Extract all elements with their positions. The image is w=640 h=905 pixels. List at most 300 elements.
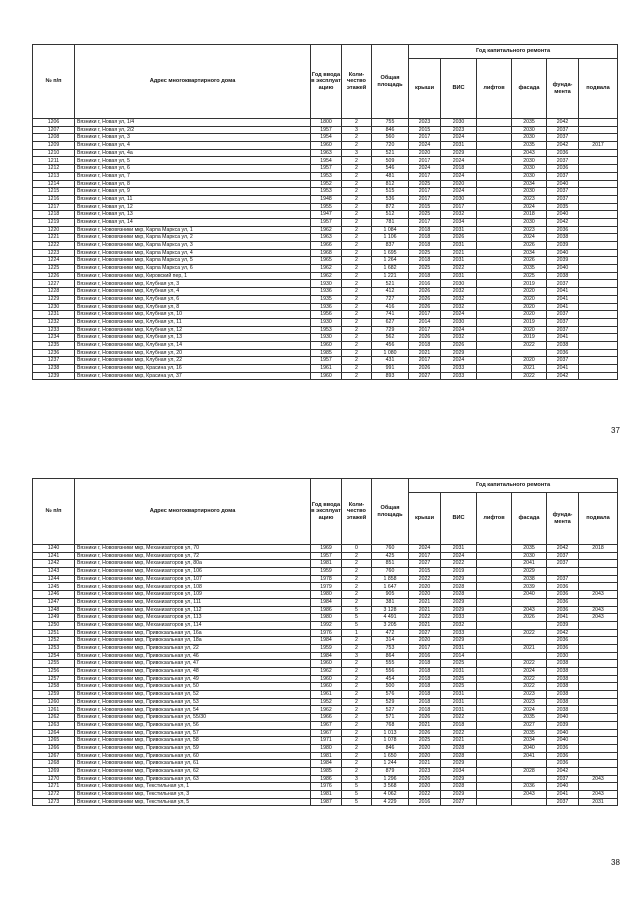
cell-basement [579, 583, 618, 591]
cell-elevator [477, 295, 512, 303]
cell-basement: 2043 [579, 591, 618, 599]
cell-year-built: 1966 [311, 242, 342, 250]
cell-elevator [477, 165, 512, 173]
table-row [33, 165, 618, 173]
cell-vis: 2031 [441, 142, 477, 150]
cell-vis: 2022 [441, 714, 477, 722]
cell-elevator [477, 326, 512, 334]
cell-address: Вязники г, Нововязники мкр, Механизаторов ул, 80а [75, 560, 311, 568]
cell-year-built: 1957 [311, 218, 342, 226]
cell-facade: 2021 [512, 644, 547, 652]
cell-foundation: 2040 [547, 737, 579, 745]
cell-facade [512, 775, 547, 783]
cell-facade: 2038 [512, 575, 547, 583]
cell-area: 431 [372, 357, 409, 365]
cell-vis: 2029 [441, 149, 477, 157]
cell-year-built: 1962 [311, 265, 342, 273]
cell-basement [579, 698, 618, 706]
cell-number: 1245 [33, 583, 75, 591]
cell-number: 1260 [33, 698, 75, 706]
cell-vis: 2032 [441, 303, 477, 311]
cell-roof: 2027 [409, 629, 441, 637]
cell-year-built: 1980 [311, 744, 342, 752]
cell-elevator [477, 272, 512, 280]
cell-foundation [547, 568, 579, 576]
cell-area: 556 [372, 668, 409, 676]
cell-number: 1239 [33, 372, 75, 380]
cell-vis: 2028 [441, 591, 477, 599]
cell-facade: 2019 [512, 318, 547, 326]
cell-year-built: 1967 [311, 721, 342, 729]
cell-roof: 2017 [409, 357, 441, 365]
cell-foundation: 2040 [547, 211, 579, 219]
cell-facade: 2024 [512, 706, 547, 714]
cell-facade: 2039 [512, 583, 547, 591]
cell-area: 1 080 [372, 349, 409, 357]
cell-address: Вязники г, Нововязники мкр, Привокзальная ул, 57 [75, 729, 311, 737]
cell-foundation: 2036 [547, 165, 579, 173]
cell-vis: 2031 [441, 706, 477, 714]
cell-number: 1230 [33, 303, 75, 311]
cell-number: 1234 [33, 334, 75, 342]
cell-area: 1 264 [372, 257, 409, 265]
cell-floors: 2 [342, 752, 372, 760]
cell-foundation: 2037 [547, 126, 579, 134]
cell-foundation: 2037 [547, 798, 579, 806]
cell-foundation: 2041 [547, 288, 579, 296]
cell-area: 555 [372, 660, 409, 668]
table-row [33, 211, 618, 219]
cell-area: 512 [372, 211, 409, 219]
cell-floors: 3 [342, 126, 372, 134]
cell-foundation: 2037 [547, 560, 579, 568]
header-elevator: лифтов [477, 493, 512, 545]
cell-roof: 2026 [409, 714, 441, 722]
cell-foundation: 2035 [547, 203, 579, 211]
header-address: Адрес многоквартирного дома [75, 45, 311, 119]
cell-facade: 2020 [512, 326, 547, 334]
cell-number: 1270 [33, 775, 75, 783]
cell-address: Вязники г, Нововязники мкр, Привокзальная ул, 53 [75, 698, 311, 706]
cell-elevator [477, 211, 512, 219]
cell-area: 546 [372, 165, 409, 173]
cell-floors: 2 [342, 760, 372, 768]
cell-vis: 2029 [441, 606, 477, 614]
cell-number: 1216 [33, 195, 75, 203]
cell-roof: 2017 [409, 188, 441, 196]
cell-floors: 2 [342, 288, 372, 296]
cell-number: 1246 [33, 591, 75, 599]
cell-year-built: 1930 [311, 334, 342, 342]
cell-address: Вязники г, Нововязники мкр, Красина ул, 37 [75, 372, 311, 380]
header-foundation: фунда-мента [547, 493, 579, 545]
cell-facade: 2030 [512, 188, 547, 196]
cell-facade: 2034 [512, 180, 547, 188]
cell-floors: 2 [342, 644, 372, 652]
cell-elevator [477, 691, 512, 699]
cell-year-built: 1979 [311, 583, 342, 591]
cell-elevator [477, 341, 512, 349]
cell-area: 425 [372, 552, 409, 560]
cell-foundation: 2037 [547, 552, 579, 560]
cell-number: 1244 [33, 575, 75, 583]
cell-foundation: 2036 [547, 752, 579, 760]
cell-number: 1229 [33, 295, 75, 303]
cell-vis: 2026 [441, 234, 477, 242]
cell-floors: 2 [342, 714, 372, 722]
cell-foundation: 2036 [547, 606, 579, 614]
cell-area: 536 [372, 195, 409, 203]
cell-elevator [477, 372, 512, 380]
cell-facade: 2026 [512, 614, 547, 622]
cell-vis: 2031 [441, 257, 477, 265]
cell-basement [579, 737, 618, 745]
cell-year-built: 1954 [311, 134, 342, 142]
header-vis: ВИС [441, 59, 477, 119]
cell-facade: 2022 [512, 683, 547, 691]
cell-basement [579, 226, 618, 234]
header-floors: Коли-чество этажей [342, 479, 372, 545]
cell-year-built: 1962 [311, 226, 342, 234]
cell-year-built: 1963 [311, 149, 342, 157]
cell-roof: 2027 [409, 372, 441, 380]
cell-foundation: 2037 [547, 575, 579, 583]
cell-elevator [477, 606, 512, 614]
cell-elevator [477, 119, 512, 127]
cell-basement [579, 203, 618, 211]
cell-foundation: 2030 [547, 652, 579, 660]
cell-number: 1214 [33, 180, 75, 188]
cell-area: 416 [372, 303, 409, 311]
cell-address: Вязники г, Нововязники мкр, Привокзальная ул, 22 [75, 644, 311, 652]
cell-facade: 2025 [512, 272, 547, 280]
cell-elevator [477, 637, 512, 645]
header-basement: подвала [579, 493, 618, 545]
cell-vis: 2024 [441, 357, 477, 365]
cell-basement [579, 195, 618, 203]
cell-number: 1252 [33, 637, 75, 645]
cell-foundation: 2037 [547, 157, 579, 165]
header-repair-group: Год капитального ремонта [409, 45, 618, 59]
cell-number: 1238 [33, 365, 75, 373]
cell-roof: 2017 [409, 326, 441, 334]
cell-roof: 2018 [409, 698, 441, 706]
cell-facade: 2020 [512, 303, 547, 311]
table-row [33, 545, 618, 553]
cell-year-built: 1992 [311, 621, 342, 629]
cell-number: 1220 [33, 226, 75, 234]
cell-facade: 2023 [512, 226, 547, 234]
cell-basement [579, 714, 618, 722]
cell-number: 1259 [33, 691, 75, 699]
cell-floors: 2 [342, 552, 372, 560]
cell-address: Вязники г, Новая ул, 6 [75, 165, 311, 173]
cell-vis: 2019 [441, 568, 477, 576]
cell-foundation: 2036 [547, 226, 579, 234]
table-row [33, 575, 618, 583]
cell-basement [579, 660, 618, 668]
cell-number: 1225 [33, 265, 75, 273]
cell-vis: 2031 [441, 644, 477, 652]
cell-elevator [477, 318, 512, 326]
cell-basement [579, 752, 618, 760]
cell-basement: 2043 [579, 775, 618, 783]
cell-number: 1271 [33, 783, 75, 791]
table-row [33, 752, 618, 760]
cell-address: Вязники г, Нововязники мкр, Механизаторов ул, 113 [75, 614, 311, 622]
cell-number: 1241 [33, 552, 75, 560]
cell-address: Вязники г, Нововязники мкр, Привокзальная ул, 58 [75, 737, 311, 745]
cell-vis: 2024 [441, 134, 477, 142]
cell-floors: 2 [342, 560, 372, 568]
cell-address: Вязники г, Нововязники мкр, Привокзальная ул, 56 [75, 721, 311, 729]
cell-foundation: 2040 [547, 714, 579, 722]
cell-facade: 2023 [512, 691, 547, 699]
cell-basement [579, 272, 618, 280]
cell-area: 1 244 [372, 760, 409, 768]
cell-address: Вязники г, Нововязники мкр, Привокзальная ул, 54 [75, 706, 311, 714]
cell-year-built: 1966 [311, 714, 342, 722]
cell-address: Вязники г, Нововязники мкр, Механизаторов ул, 107 [75, 575, 311, 583]
cell-foundation: 2036 [547, 583, 579, 591]
cell-facade: 2030 [512, 218, 547, 226]
cell-number: 1228 [33, 288, 75, 296]
cell-area: 4 229 [372, 798, 409, 806]
cell-vis: 2031 [441, 698, 477, 706]
cell-floors: 3 [342, 149, 372, 157]
cell-facade: 2036 [512, 783, 547, 791]
cell-number: 1222 [33, 242, 75, 250]
cell-floors: 1 [342, 629, 372, 637]
cell-year-built: 1981 [311, 560, 342, 568]
table-row [33, 683, 618, 691]
cell-basement [579, 126, 618, 134]
cell-number: 1215 [33, 188, 75, 196]
cell-address: Вязники г, Нововязники мкр, Клубная ул, 12 [75, 326, 311, 334]
cell-area: 851 [372, 560, 409, 568]
cell-basement [579, 165, 618, 173]
cell-number: 1261 [33, 706, 75, 714]
cell-foundation: 2042 [547, 767, 579, 775]
cell-elevator [477, 552, 512, 560]
table-row [33, 583, 618, 591]
cell-facade [512, 760, 547, 768]
cell-roof: 2018 [409, 272, 441, 280]
cell-roof: 2018 [409, 226, 441, 234]
cell-year-built: 1957 [311, 126, 342, 134]
table-row [33, 621, 618, 629]
cell-floors: 2 [342, 249, 372, 257]
cell-elevator [477, 706, 512, 714]
cell-floors: 2 [342, 272, 372, 280]
cell-basement [579, 303, 618, 311]
cell-vis: 2030 [441, 318, 477, 326]
cell-basement [579, 349, 618, 357]
table-row [33, 326, 618, 334]
cell-vis: 2025 [441, 683, 477, 691]
cell-elevator [477, 234, 512, 242]
cell-elevator [477, 349, 512, 357]
cell-roof: 2016 [409, 798, 441, 806]
cell-number: 1227 [33, 280, 75, 288]
cell-roof: 2018 [409, 341, 441, 349]
cell-area: 741 [372, 311, 409, 319]
cell-number: 1266 [33, 744, 75, 752]
cell-area: 627 [372, 318, 409, 326]
cell-address: Вязники г, Нововязники мкр, Механизаторов ул, 114 [75, 621, 311, 629]
cell-number: 1235 [33, 341, 75, 349]
cell-basement [579, 629, 618, 637]
cell-year-built: 1986 [311, 775, 342, 783]
cell-basement [579, 249, 618, 257]
cell-vis: 2024 [441, 172, 477, 180]
table-row [33, 714, 618, 722]
cell-facade: 2043 [512, 149, 547, 157]
cell-facade: 2018 [512, 211, 547, 219]
cell-vis: 2018 [441, 721, 477, 729]
cell-elevator [477, 767, 512, 775]
cell-address: Вязники г, Нововязники мкр, Механизаторов ул, 108 [75, 583, 311, 591]
cell-foundation: 2038 [547, 272, 579, 280]
cell-foundation: 2038 [547, 691, 579, 699]
cell-floors: 0 [342, 545, 372, 553]
cell-floors: 2 [342, 165, 372, 173]
table-row [33, 614, 618, 622]
cell-roof: 2024 [409, 545, 441, 553]
cell-roof: 2021 [409, 760, 441, 768]
repair-table-page-37 [32, 44, 618, 380]
cell-address: Вязники г, Нововязники мкр, Механизаторов ул, 109 [75, 591, 311, 599]
header-repair-group: Год капитального ремонта [409, 479, 618, 493]
cell-floors: 2 [342, 349, 372, 357]
cell-address: Вязники г, Нововязники мкр, Клубная ул, 6 [75, 295, 311, 303]
cell-elevator [477, 142, 512, 150]
cell-floors: 2 [342, 675, 372, 683]
cell-vis: 2022 [441, 560, 477, 568]
table-row [33, 188, 618, 196]
table-row [33, 660, 618, 668]
table-row [33, 798, 618, 806]
cell-area: 1 650 [372, 752, 409, 760]
cell-basement: 2043 [579, 606, 618, 614]
cell-address: Вязники г, Нововязники мкр, Карла Маркса ул, 4 [75, 249, 311, 257]
cell-foundation: 2037 [547, 775, 579, 783]
cell-facade: 2041 [512, 752, 547, 760]
cell-address: Вязники г, Нововязники мкр, Привокзальная ул, 62 [75, 767, 311, 775]
cell-year-built: 1960 [311, 660, 342, 668]
cell-address: Вязники г, Новая ул, 9 [75, 188, 311, 196]
cell-foundation: 2041 [547, 334, 579, 342]
cell-basement: 2031 [579, 798, 618, 806]
cell-year-built: 1960 [311, 683, 342, 691]
cell-foundation: 2040 [547, 249, 579, 257]
cell-area: 560 [372, 134, 409, 142]
table-row [33, 119, 618, 127]
cell-number: 1208 [33, 134, 75, 142]
cell-elevator [477, 172, 512, 180]
cell-floors: 2 [342, 172, 372, 180]
table-row [33, 334, 618, 342]
cell-vis: 2030 [441, 119, 477, 127]
cell-floors: 2 [342, 242, 372, 250]
cell-address: Вязники г, Новая ул, 1/4 [75, 119, 311, 127]
table-row [33, 783, 618, 791]
cell-floors: 2 [342, 372, 372, 380]
cell-facade: 2029 [512, 568, 547, 576]
table-row [33, 629, 618, 637]
cell-vis: 2021 [441, 249, 477, 257]
cell-address: Вязники г, Новая ул, 4а [75, 149, 311, 157]
cell-address: Вязники г, Нововязники мкр, Клубная ул, 13 [75, 334, 311, 342]
cell-area: 812 [372, 180, 409, 188]
cell-roof: 2026 [409, 729, 441, 737]
table-row [33, 249, 618, 257]
cell-facade: 2030 [512, 157, 547, 165]
cell-year-built: 1961 [311, 365, 342, 373]
cell-floors: 2 [342, 568, 372, 576]
cell-basement [579, 334, 618, 342]
cell-year-built: 1960 [311, 142, 342, 150]
cell-number: 1256 [33, 668, 75, 676]
cell-area: 571 [372, 714, 409, 722]
cell-number: 1268 [33, 760, 75, 768]
cell-address: Вязники г, Новая ул, 2/2 [75, 126, 311, 134]
cell-area: 1 084 [372, 226, 409, 234]
cell-roof: 2027 [409, 560, 441, 568]
cell-foundation: 2037 [547, 318, 579, 326]
cell-number: 1248 [33, 606, 75, 614]
cell-roof: 2026 [409, 334, 441, 342]
cell-floors: 2 [342, 683, 372, 691]
cell-area: 755 [372, 119, 409, 127]
cell-foundation: 2037 [547, 357, 579, 365]
cell-floors: 5 [342, 614, 372, 622]
cell-floors: 2 [342, 195, 372, 203]
cell-year-built: 1955 [311, 203, 342, 211]
cell-roof: 2017 [409, 172, 441, 180]
cell-vis: 2033 [441, 629, 477, 637]
cell-area: 1 013 [372, 729, 409, 737]
cell-area: 3 128 [372, 606, 409, 614]
header-vis: ВИС [441, 493, 477, 545]
cell-elevator [477, 621, 512, 629]
table-row [33, 265, 618, 273]
cell-address: Вязники г, Нововязники мкр, Красина ул, 16 [75, 365, 311, 373]
cell-basement [579, 218, 618, 226]
cell-address: Вязники г, Нововязники мкр, Механизаторов ул, 112 [75, 606, 311, 614]
cell-address: Вязники г, Нововязники мкр, Клубная ул, 10 [75, 311, 311, 319]
cell-facade: 2034 [512, 737, 547, 745]
cell-facade: 2040 [512, 591, 547, 599]
cell-foundation: 2037 [547, 188, 579, 196]
cell-year-built: 1953 [311, 188, 342, 196]
cell-elevator [477, 126, 512, 134]
cell-year-built: 1985 [311, 349, 342, 357]
table-row [33, 637, 618, 645]
cell-elevator [477, 365, 512, 373]
cell-elevator [477, 791, 512, 799]
cell-vis: 2029 [441, 637, 477, 645]
cell-address: Вязники г, Нововязники мкр, Клубная ул, 3 [75, 280, 311, 288]
cell-area: 905 [372, 591, 409, 599]
cell-vis: 2031 [441, 226, 477, 234]
cell-area: 753 [372, 644, 409, 652]
cell-facade: 2030 [512, 172, 547, 180]
cell-basement [579, 188, 618, 196]
cell-year-built: 1963 [311, 234, 342, 242]
cell-area: 781 [372, 218, 409, 226]
cell-elevator [477, 249, 512, 257]
